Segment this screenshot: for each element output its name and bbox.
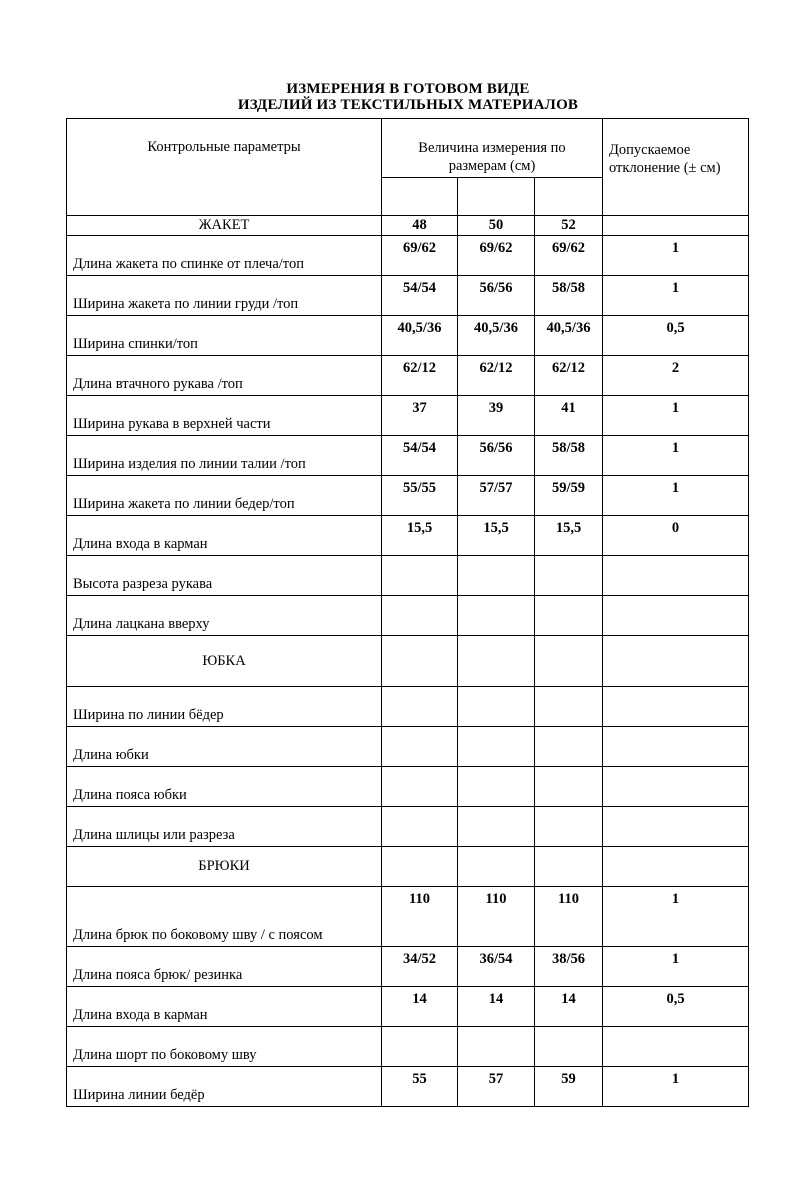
table-row xyxy=(67,596,749,636)
value-cell xyxy=(535,727,603,767)
value-cell xyxy=(458,636,535,687)
value-cell: 40,5/36 xyxy=(535,316,603,356)
value-cell xyxy=(382,847,458,887)
value-cell: 110 xyxy=(535,887,603,947)
value-cell xyxy=(382,727,458,767)
value-cell: 59/59 xyxy=(535,476,603,516)
tolerance-cell: 1 xyxy=(603,887,749,947)
table-row xyxy=(67,396,749,436)
param-label: Ширина по линии бёдер xyxy=(67,687,382,727)
table-row xyxy=(67,807,749,847)
value-cell: 39 xyxy=(458,396,535,436)
value-cell xyxy=(382,596,458,636)
value-cell xyxy=(535,687,603,727)
value-cell: 15,5 xyxy=(458,516,535,556)
value-cell: 15,5 xyxy=(535,516,603,556)
value-cell xyxy=(382,807,458,847)
tolerance-cell xyxy=(603,687,749,727)
value-cell xyxy=(382,636,458,687)
table-row xyxy=(67,356,749,396)
value-cell: 14 xyxy=(458,987,535,1027)
section-heading: ЮБКА xyxy=(67,636,382,687)
value-cell xyxy=(535,556,603,596)
table-row xyxy=(67,1067,749,1107)
value-cell: 15,5 xyxy=(382,516,458,556)
value-cell: 58/58 xyxy=(535,276,603,316)
table-row xyxy=(67,276,749,316)
tolerance-cell xyxy=(603,1027,749,1067)
value-cell: 55/55 xyxy=(382,476,458,516)
value-cell: 56/56 xyxy=(458,436,535,476)
table-row xyxy=(67,316,749,356)
tolerance-cell: 1 xyxy=(603,276,749,316)
size-tolerance-empty xyxy=(603,216,749,236)
tolerance-cell: 1 xyxy=(603,396,749,436)
document-title-line-1: ИЗМЕРЕНИЯ В ГОТОВОМ ВИДЕ xyxy=(286,81,530,97)
tolerance-cell: 0,5 xyxy=(603,316,749,356)
value-cell: 110 xyxy=(458,887,535,947)
value-cell: 58/58 xyxy=(535,436,603,476)
table-row xyxy=(67,556,749,596)
header-param: Контрольные параметры xyxy=(67,119,382,216)
param-label: Длина пояса брюк/ резинка xyxy=(67,947,382,987)
param-label: Ширина линии бедёр xyxy=(67,1067,382,1107)
value-cell: 59 xyxy=(535,1067,603,1107)
tolerance-cell xyxy=(603,847,749,887)
value-cell: 34/52 xyxy=(382,947,458,987)
value-cell xyxy=(458,727,535,767)
tolerance-cell xyxy=(603,767,749,807)
section-heading: БРЮКИ xyxy=(67,847,382,887)
param-label: Длина шорт по боковому шву xyxy=(67,1027,382,1067)
table-row xyxy=(67,636,749,687)
table-row xyxy=(67,1027,749,1067)
tolerance-cell: 1 xyxy=(603,436,749,476)
param-label: Ширина изделия по линии талии /топ xyxy=(67,436,382,476)
tolerance-cell: 0,5 xyxy=(603,987,749,1027)
table-row xyxy=(67,947,749,987)
param-label: Длина пояса юбки xyxy=(67,767,382,807)
value-cell: 14 xyxy=(535,987,603,1027)
param-label: Длина входа в карман xyxy=(67,987,382,1027)
value-cell: 38/56 xyxy=(535,947,603,987)
value-cell xyxy=(458,807,535,847)
document-title-line-2: ИЗДЕЛИЙ ИЗ ТЕКСТИЛЬНЫХ МАТЕРИАЛОВ xyxy=(237,97,579,113)
value-cell xyxy=(458,687,535,727)
table-row xyxy=(67,847,749,887)
tolerance-cell xyxy=(603,636,749,687)
value-cell: 57/57 xyxy=(458,476,535,516)
value-cell: 110 xyxy=(382,887,458,947)
param-label: Длина втачного рукава /топ xyxy=(67,356,382,396)
value-cell xyxy=(458,556,535,596)
param-label: Ширина спинки/топ xyxy=(67,316,382,356)
value-cell: 40,5/36 xyxy=(382,316,458,356)
table-row xyxy=(67,436,749,476)
table-row xyxy=(67,516,749,556)
tolerance-cell xyxy=(603,807,749,847)
value-cell: 62/12 xyxy=(535,356,603,396)
value-cell: 54/54 xyxy=(382,276,458,316)
param-label: Высота разреза рукава xyxy=(67,556,382,596)
value-cell: 36/54 xyxy=(458,947,535,987)
value-cell xyxy=(535,1027,603,1067)
tolerance-cell: 1 xyxy=(603,236,749,276)
tolerance-cell: 1 xyxy=(603,476,749,516)
sizes-row xyxy=(67,216,749,236)
table-row xyxy=(67,887,749,947)
value-cell xyxy=(535,847,603,887)
value-cell xyxy=(458,596,535,636)
value-cell xyxy=(382,1027,458,1067)
tolerance-cell xyxy=(603,556,749,596)
param-label: Длина шлицы или разреза xyxy=(67,807,382,847)
tolerance-cell: 0 xyxy=(603,516,749,556)
table-row xyxy=(67,767,749,807)
value-cell xyxy=(535,636,603,687)
value-cell: 55 xyxy=(382,1067,458,1107)
param-label: Длина жакета по спинке от плеча/топ xyxy=(67,236,382,276)
table-row xyxy=(67,476,749,516)
value-cell xyxy=(382,556,458,596)
value-cell: 37 xyxy=(382,396,458,436)
value-cell xyxy=(458,767,535,807)
header-empty-cell xyxy=(382,178,458,216)
header-size: Величина измерения по размерам (см) xyxy=(382,119,603,178)
value-cell: 56/56 xyxy=(458,276,535,316)
section-jacket: ЖАКЕТ xyxy=(67,216,382,236)
value-cell: 57 xyxy=(458,1067,535,1107)
value-cell: 69/62 xyxy=(458,236,535,276)
tolerance-cell xyxy=(603,596,749,636)
tolerance-cell: 1 xyxy=(603,1067,749,1107)
header-row xyxy=(67,119,749,178)
header-empty-cell xyxy=(458,178,535,216)
param-label: Ширина жакета по линии груди /топ xyxy=(67,276,382,316)
value-cell xyxy=(458,847,535,887)
value-cell: 41 xyxy=(535,396,603,436)
value-cell xyxy=(382,767,458,807)
tolerance-cell xyxy=(603,727,749,767)
param-label: Длина брюк по боковому шву / с поясом xyxy=(67,887,382,947)
tolerance-cell: 2 xyxy=(603,356,749,396)
header-empty-cell xyxy=(535,178,603,216)
value-cell: 54/54 xyxy=(382,436,458,476)
param-label: Ширина рукава в верхней части xyxy=(67,396,382,436)
value-cell: 40,5/36 xyxy=(458,316,535,356)
table-row xyxy=(67,687,749,727)
header-tolerance: Допускаемое отклонение (± см) xyxy=(603,119,749,216)
value-cell: 62/12 xyxy=(382,356,458,396)
value-cell xyxy=(535,807,603,847)
value-cell: 69/62 xyxy=(382,236,458,276)
tolerance-cell: 1 xyxy=(603,947,749,987)
value-cell: 14 xyxy=(382,987,458,1027)
value-cell xyxy=(535,767,603,807)
value-cell: 62/12 xyxy=(458,356,535,396)
value-cell xyxy=(382,687,458,727)
table-row xyxy=(67,727,749,767)
param-label: Ширина жакета по линии бедер/топ xyxy=(67,476,382,516)
value-cell xyxy=(458,1027,535,1067)
param-label: Длина лацкана вверху xyxy=(67,596,382,636)
value-cell: 69/62 xyxy=(535,236,603,276)
size-48: 48 xyxy=(382,216,458,236)
param-label: Длина входа в карман xyxy=(67,516,382,556)
table-row xyxy=(67,236,749,276)
size-50: 50 xyxy=(458,216,535,236)
measurements-table xyxy=(66,118,749,1107)
value-cell xyxy=(535,596,603,636)
param-label: Длина юбки xyxy=(67,727,382,767)
table-row xyxy=(67,987,749,1027)
size-52: 52 xyxy=(535,216,603,236)
